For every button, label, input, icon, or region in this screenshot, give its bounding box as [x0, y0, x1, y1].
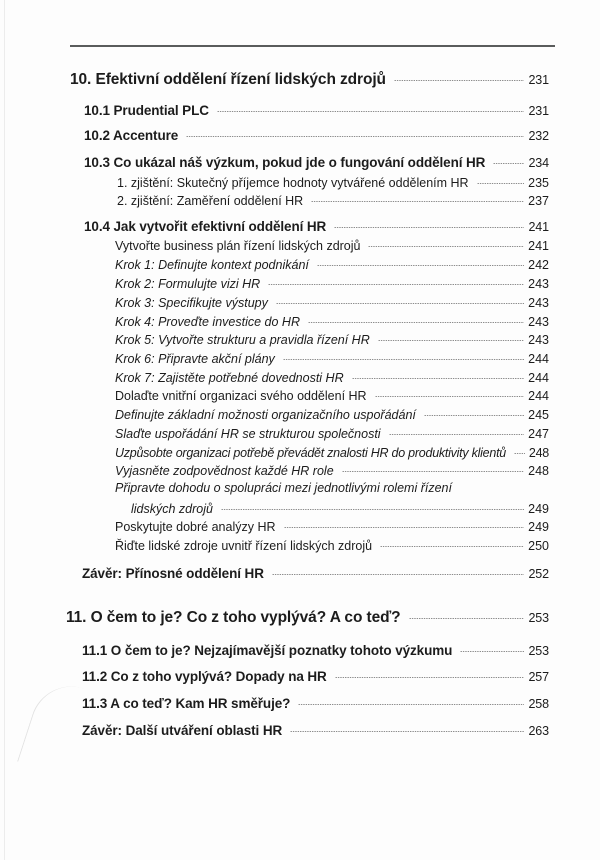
toc-item[interactable] — [115, 537, 549, 553]
toc-page-number: 244 — [528, 370, 549, 385]
toc-page-number: 241 — [528, 238, 549, 253]
toc-page-number: 249 — [528, 501, 549, 516]
toc-item[interactable] — [115, 294, 549, 310]
dot-leader — [424, 407, 524, 420]
dot-leader — [308, 314, 524, 327]
toc-section-11-conclusion[interactable] — [82, 721, 549, 738]
toc-title: Krok 1: Definujte kontext podnikání — [115, 257, 309, 272]
toc-title: Řiďte lidské zdroje uvnitř řízení lidských zdrojů — [115, 538, 373, 553]
dot-leader — [298, 695, 524, 709]
toc-page-number: 250 — [528, 538, 549, 553]
toc-title: lidských zdrojů — [131, 501, 213, 516]
toc-page-number: 243 — [528, 276, 549, 291]
toc-page-number: 257 — [528, 669, 549, 684]
toc-page-number: 248 — [528, 445, 549, 460]
toc-title: Krok 2: Formulujte vizi HR — [115, 276, 261, 291]
toc-chapter-10[interactable] — [70, 68, 549, 89]
toc-section-10-1[interactable] — [84, 101, 549, 118]
toc-title: Krok 3: Specifikujte výstupy — [115, 295, 268, 310]
toc-title: Vyjasněte zodpovědnost každé HR role — [115, 463, 334, 478]
toc-title: 2. zjištění: Zaměření oddělení HR — [117, 193, 304, 208]
scan-mark — [17, 676, 84, 774]
toc-item-wrapped-line1[interactable]: Připravte dohodu o spolupráci mezi jednotlivými rolemi řízení — [115, 481, 452, 495]
dot-leader — [217, 102, 525, 116]
dot-leader — [380, 538, 524, 551]
dot-leader — [342, 463, 524, 476]
toc-item[interactable] — [115, 425, 549, 441]
toc-section-11-1[interactable] — [82, 641, 549, 658]
dot-leader — [394, 69, 525, 85]
dot-leader — [493, 154, 524, 168]
toc-page-number: 237 — [528, 193, 549, 208]
toc-item[interactable] — [117, 192, 549, 208]
toc-item[interactable] — [115, 387, 549, 403]
dot-leader — [311, 193, 524, 206]
toc-page-number: 235 — [528, 175, 549, 190]
toc-title: 10.4 Jak vytvořit efektivní oddělení HR — [84, 218, 327, 234]
dot-leader — [352, 370, 525, 383]
toc-page-number: 241 — [528, 219, 549, 234]
toc-item[interactable] — [115, 331, 549, 347]
toc-title: 10.2 Accenture — [84, 127, 179, 143]
toc-page-number: 243 — [528, 314, 549, 329]
header-rule — [70, 45, 555, 47]
toc-chapter-11[interactable] — [66, 606, 549, 627]
toc-page-number: 253 — [528, 643, 549, 658]
toc-item[interactable] — [115, 444, 549, 460]
toc-item[interactable] — [115, 369, 549, 385]
toc-page-number: 244 — [528, 351, 549, 366]
toc-title: Definujte základní možnosti organizačního uspořádání — [115, 407, 416, 422]
toc-title: Krok 7: Zajistěte potřebné dovednosti HR — [115, 370, 344, 385]
dot-leader — [477, 175, 525, 188]
toc-page-number: 231 — [528, 103, 549, 118]
toc-page-number: 243 — [528, 332, 549, 347]
toc-title: 11.3 A co teď? Kam HR směřuje? — [82, 695, 291, 711]
toc-title: Krok 4: Proveďte investice do HR — [115, 314, 300, 329]
toc-item[interactable] — [115, 462, 549, 478]
toc-item[interactable] — [115, 313, 549, 329]
toc-title: 11. O čem to je? Co z toho vyplývá? A co teď? — [66, 608, 401, 626]
dot-leader — [290, 722, 524, 736]
toc-item[interactable] — [115, 237, 549, 253]
dot-leader — [284, 519, 525, 532]
toc-title: Dolaďte vnitřní organizaci svého oddělení HR — [115, 388, 367, 403]
toc-section-11-3[interactable] — [82, 694, 549, 711]
dot-leader — [389, 426, 525, 439]
toc-item[interactable] — [115, 406, 549, 422]
dot-leader — [514, 445, 525, 458]
toc-page-number: 244 — [528, 388, 549, 403]
toc-title: Slaďte uspořádání HR se strukturou společnosti — [115, 426, 381, 441]
dot-leader — [186, 127, 524, 141]
toc-title: Krok 5: Vytvořte strukturu a pravidla řízení HR — [115, 332, 370, 347]
dot-leader — [276, 295, 524, 308]
dot-leader — [283, 351, 524, 364]
toc-section-10-3[interactable] — [84, 153, 549, 170]
toc-title: Vytvořte business plán řízení lidských zdrojů — [115, 238, 361, 253]
toc-title: Závěr: Přínosné oddělení HR — [82, 565, 264, 581]
dot-leader — [268, 276, 524, 289]
dot-leader — [335, 668, 525, 682]
toc-page-number: 249 — [528, 519, 549, 534]
toc-title: Poskytujte dobré analýzy HR — [115, 519, 276, 534]
toc-item[interactable] — [115, 518, 549, 534]
toc-title: Krok 6: Připravte akční plány — [115, 351, 275, 366]
toc-title: 10. Efektivní oddělení řízení lidských zdrojů — [70, 70, 386, 88]
toc-page-number: 258 — [528, 696, 549, 711]
dot-leader — [272, 565, 525, 579]
toc-page-number: 253 — [528, 610, 549, 625]
toc-page-number: 242 — [528, 257, 549, 272]
toc-section-10-conclusion[interactable] — [82, 564, 549, 581]
toc-section-10-2[interactable] — [84, 126, 549, 143]
dot-leader — [221, 501, 524, 514]
dot-leader — [334, 218, 524, 232]
toc-section-10-4[interactable] — [84, 217, 549, 234]
toc-section-11-2[interactable] — [82, 667, 549, 684]
dot-leader — [368, 238, 524, 251]
toc-title: 11.1 O čem to je? Nejzajímavější poznatky tohoto výzkumu — [82, 642, 453, 658]
dot-leader — [375, 388, 525, 401]
toc-page-number: 248 — [528, 463, 549, 478]
dot-leader — [317, 257, 524, 270]
toc-title: 10.3 Co ukázal náš výzkum, pokud jde o fungování oddělení HR — [84, 154, 486, 170]
toc-page-number: 231 — [528, 72, 549, 87]
toc-page-number: 245 — [528, 407, 549, 422]
toc-page-number: 243 — [528, 295, 549, 310]
toc-title: 10.1 Prudential PLC — [84, 102, 209, 118]
toc-item[interactable] — [131, 500, 549, 516]
toc-title: 11.2 Co z toho vyplývá? Dopady na HR — [82, 668, 327, 684]
toc-item[interactable] — [115, 275, 549, 291]
toc-page-number: 234 — [528, 155, 549, 170]
toc-title: Závěr: Další utváření oblasti HR — [82, 722, 283, 738]
toc-item[interactable] — [115, 350, 549, 366]
toc-title: Uzpůsobte organizaci potřebě převádět znalosti HR do produktivity klientů — [115, 445, 507, 460]
toc-page-number: 263 — [528, 723, 549, 738]
toc-page-number: 247 — [528, 426, 549, 441]
toc-title: 1. zjištění: Skutečný příjemce hodnoty vytvářené oddělením HR — [117, 175, 469, 190]
dot-leader — [409, 607, 525, 623]
page-edge — [4, 0, 5, 860]
dot-leader — [378, 332, 524, 345]
toc-page-number: 232 — [528, 128, 549, 143]
dot-leader — [460, 642, 524, 656]
toc-item[interactable] — [115, 256, 549, 272]
toc-item[interactable] — [117, 174, 549, 190]
toc-page-number: 252 — [528, 566, 549, 581]
